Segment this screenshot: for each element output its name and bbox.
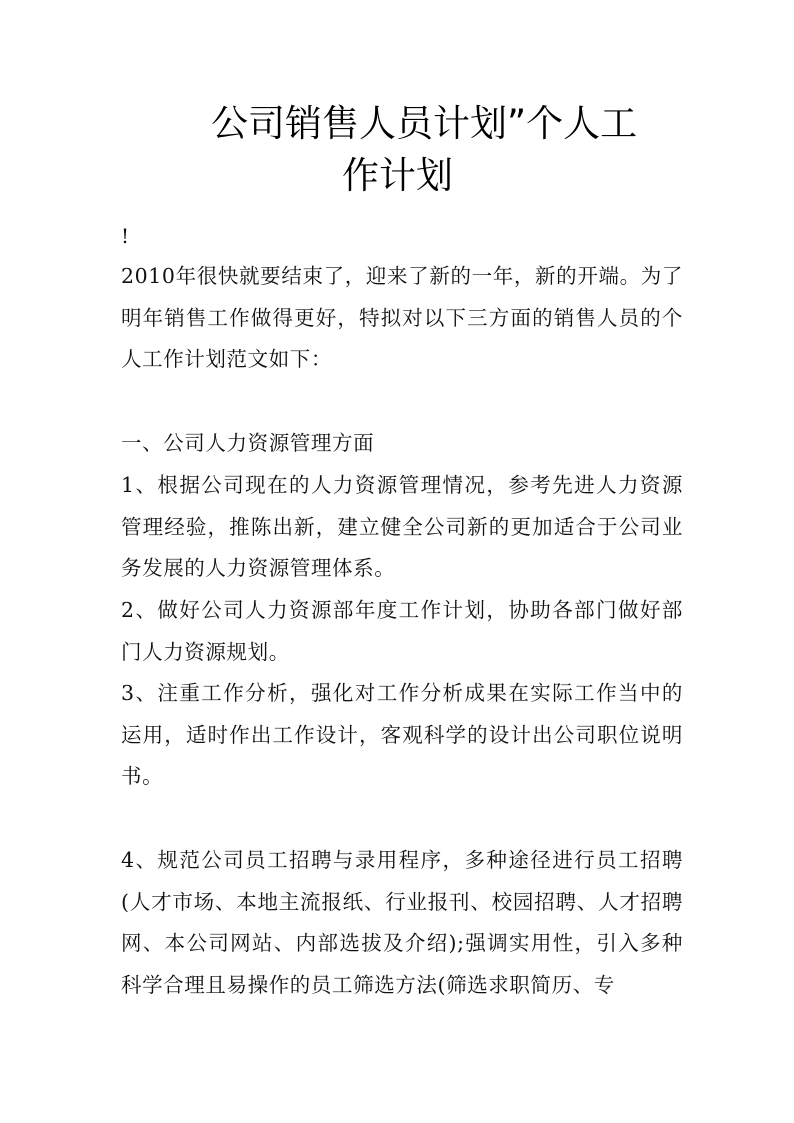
document-title-line-2: 作计划	[342, 154, 453, 197]
list-item-3: 3、注重工作分析，强化对工作分析成果在实际工作当中的运用，适时作出工作设计，客观科学的设计出公司职位说明书。	[121, 681, 683, 788]
list-item-4: 4、规范公司员工招聘与录用程序，多种途径进行员工招聘(人才市场、本地主流报纸、行业报刊、校园招聘、人才招聘网、本公司网站、内部选拔及介绍);强调实用性，引入多种科学合理且易操作的员工筛选方法(筛选求职简历、专	[121, 848, 683, 997]
list-item-1: 1、根据公司现在的人力资源管理情况，参考先进人力资源管理经验，推陈出新，建立健全公司新的更加适合于公司业务发展的人力资源管理体系。	[121, 473, 683, 580]
section-heading: 一、公司人力资源管理方面	[121, 431, 375, 455]
document-title-line-1: 公司销售人员计划”个人工	[211, 102, 638, 145]
stray-mark: !	[121, 224, 130, 248]
intro-paragraph: 2010年很快就要结束了，迎来了新的一年，新的开端。为了明年销售工作做得更好，特拟对以下三方面的销售人员的个人工作计划范文如下：	[121, 264, 683, 371]
list-item-2: 2、做好公司人力资源部年度工作计划，协助各部门做好部门人力资源规划。	[121, 598, 683, 664]
